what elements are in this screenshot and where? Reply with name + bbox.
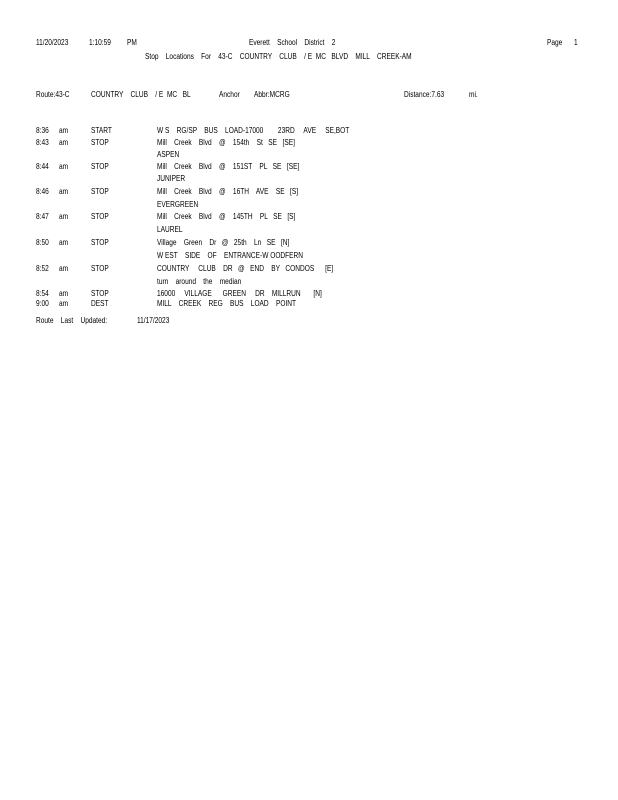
stop-type: STOP [91,264,109,273]
stop-type: STOP [91,162,109,171]
route-distance: Distance:7.63 [404,90,445,99]
stop-type: START [91,126,112,135]
stop-landmark: W EST SIDE OF ENTRANCE-W OODFERN [157,251,304,260]
route-name: COUNTRY CLUB / E MC BL [91,90,191,99]
stop-type: DEST [91,299,109,308]
stop-time: 8:47 [36,212,49,221]
route-label: Route:43-C [36,90,70,99]
stop-ampm: am [59,238,69,247]
stop-type: STOP [91,289,109,298]
stop-subrow [0,174,618,186]
stop-time: 8:52 [36,264,49,273]
stop-location: Village Green Dr @ 25th Ln SE [N] [157,238,290,247]
route-anchor: Anchor [219,90,240,99]
stop-subrow [0,150,618,162]
stop-row [0,299,618,311]
stop-time: 8:44 [36,162,49,171]
stop-time: 8:54 [36,289,49,298]
stop-subrow [0,200,618,212]
stop-time: 8:50 [36,238,49,247]
stop-row [0,212,618,224]
footer-label: Route Last Updated: [36,316,108,325]
stop-landmark: LAUREL [157,225,183,234]
district-title: Everett School District 2 [249,38,336,47]
stop-landmark: ASPEN [157,150,180,159]
stop-row [0,138,618,150]
stop-location: COUNTRY CLUB DR @ END BY CONDOS [E] [157,264,334,273]
stop-type: STOP [91,238,109,247]
stop-ampm: am [59,289,69,298]
stop-location: MILL CREEK REG BUS LOAD POINT [157,299,297,308]
stop-ampm: am [59,299,69,308]
route-distance-unit: mi. [469,90,478,99]
page-number: 1 [574,38,578,47]
stop-type: STOP [91,138,109,147]
stop-location: Mill Creek Blvd @ 154th St SE [SE] [157,138,295,147]
stop-landmark: JUNIPER [157,174,186,183]
report-time-ampm: PM [127,38,137,47]
report-subtitle: Stop Locations For 43-C COUNTRY CLUB / E MC BLVD MILL CREEK-AM [145,52,412,61]
footer-date: 11/17/2023 [137,316,170,325]
stop-row [0,264,618,276]
stop-location: Mill Creek Blvd @ 16TH AVE SE [S] [157,187,299,196]
page-label: Page [547,38,563,47]
stop-landmark: turn around the median [157,277,242,286]
stop-row [0,238,618,250]
stop-row [0,162,618,174]
stop-time: 9:00 [36,299,49,308]
stop-row [0,126,618,138]
route-abbr: Abbr:MCRG [254,90,290,99]
stop-subrow [0,251,618,263]
stop-subrow [0,277,618,289]
stop-ampm: am [59,138,69,147]
stop-location: Mill Creek Blvd @ 151ST PL SE [SE] [157,162,300,171]
stop-location: W S RG/SP BUS LOAD-17000 23RD AVE SE,BOT [157,126,350,135]
stop-row [0,187,618,199]
stop-ampm: am [59,162,69,171]
stop-time: 8:43 [36,138,49,147]
stop-location: Mill Creek Blvd @ 145TH PL SE [S] [157,212,296,221]
stop-time: 8:36 [36,126,49,135]
stop-time: 8:46 [36,187,49,196]
stop-subrow [0,225,618,237]
stop-location: 16000 VILLAGE GREEN DR MILLRUN [N] [157,289,322,298]
report-time: 1:10:59 [89,38,111,47]
stop-landmark: EVERGREEN [157,200,199,209]
stop-ampm: am [59,126,69,135]
stop-type: STOP [91,212,109,221]
stop-ampm: am [59,187,69,196]
report-date: 11/20/2023 [36,38,69,47]
stop-ampm: am [59,264,69,273]
stop-type: STOP [91,187,109,196]
stop-ampm: am [59,212,69,221]
